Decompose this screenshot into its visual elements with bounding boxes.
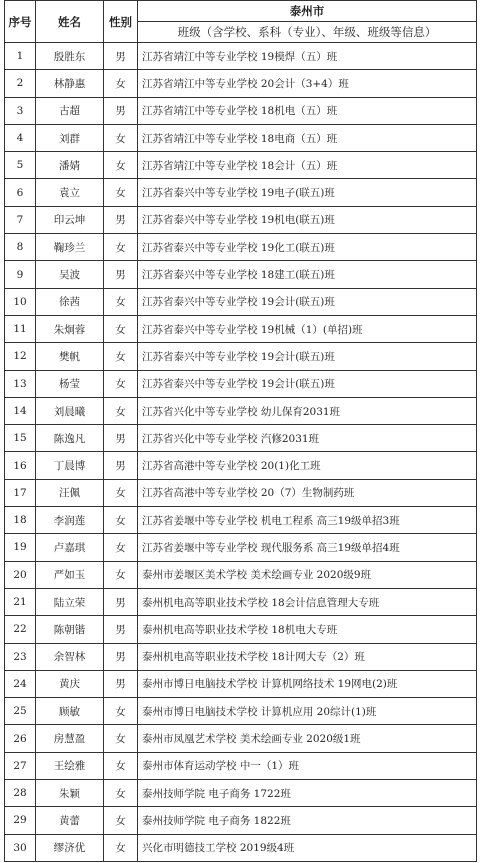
student-gender: 男 [104, 97, 138, 124]
table-row [5, 507, 477, 534]
student-name: 吴波 [36, 261, 104, 288]
student-gender: 女 [104, 752, 138, 779]
class-info: 泰州机电高等职业技术学校 18机电大专班 [138, 616, 477, 643]
student-gender: 女 [104, 561, 138, 588]
row-number: 28 [5, 780, 36, 807]
student-gender: 女 [104, 807, 138, 834]
table-row [5, 234, 477, 261]
header-region: 泰州市 [138, 1, 477, 22]
table-row [5, 752, 477, 779]
student-gender: 女 [104, 152, 138, 179]
table-row [5, 616, 477, 643]
class-info: 泰州机电高等职业技术学校 18计网大专（2）班 [138, 643, 477, 670]
class-info: 江苏省高港中等专业学校 20(1)化工班 [138, 452, 477, 479]
student-gender: 女 [104, 725, 138, 752]
row-number: 10 [5, 288, 36, 315]
header-no: 序号 [5, 1, 36, 43]
row-number: 6 [5, 179, 36, 206]
student-gender: 女 [104, 124, 138, 151]
table-row [5, 834, 477, 861]
class-info: 泰州市体育运动学校 中一（1）班 [138, 752, 477, 779]
table-row [5, 179, 477, 206]
table-row [5, 70, 477, 97]
student-gender: 女 [104, 834, 138, 861]
class-info: 江苏省泰兴中等专业学校 19会计(联五)班 [138, 288, 477, 315]
row-number: 21 [5, 588, 36, 615]
student-gender: 男 [104, 206, 138, 233]
table-row [5, 343, 477, 370]
student-name: 朱炯蓉 [36, 315, 104, 342]
row-number: 25 [5, 698, 36, 725]
student-name: 丁晨博 [36, 452, 104, 479]
class-info: 泰州机电高等职业技术学校 18会计信息管理大专班 [138, 588, 477, 615]
row-number: 26 [5, 725, 36, 752]
class-info: 江苏省兴化中等专业学校 汽修2031班 [138, 425, 477, 452]
table-row [5, 397, 477, 424]
table-row [5, 479, 477, 506]
table-row [5, 452, 477, 479]
class-info: 江苏省高港中等专业学校 20（7）生物制药班 [138, 479, 477, 506]
student-name: 余智林 [36, 643, 104, 670]
student-gender: 男 [104, 616, 138, 643]
table-row [5, 425, 477, 452]
class-info: 江苏省兴化中等专业学校 幼儿保育2031班 [138, 397, 477, 424]
row-number: 9 [5, 261, 36, 288]
student-gender: 女 [104, 70, 138, 97]
row-number: 19 [5, 534, 36, 561]
row-number: 5 [5, 152, 36, 179]
table-row [5, 315, 477, 342]
table-row [5, 97, 477, 124]
header-gender: 性别 [104, 1, 138, 43]
student-gender: 男 [104, 670, 138, 697]
class-info: 泰州市博日电脑技术学校 计算机应用 20综计(1)班 [138, 698, 477, 725]
table-body [5, 43, 477, 862]
student-gender: 女 [104, 397, 138, 424]
row-number: 24 [5, 670, 36, 697]
table-row [5, 807, 477, 834]
table-row [5, 725, 477, 752]
student-name: 鞠珍兰 [36, 234, 104, 261]
student-gender: 女 [104, 343, 138, 370]
table-row [5, 698, 477, 725]
student-name: 缪济优 [36, 834, 104, 861]
table-row [5, 780, 477, 807]
student-name: 殷胜东 [36, 43, 104, 70]
class-info: 泰州技师学院 电子商务 1822班 [138, 807, 477, 834]
student-gender: 女 [104, 315, 138, 342]
student-name: 刘群 [36, 124, 104, 151]
class-info: 江苏省泰兴中等专业学校 18建工(联五)班 [138, 261, 477, 288]
class-info: 江苏省泰兴中等专业学校 19化工(联五)班 [138, 234, 477, 261]
student-name: 刘晨曦 [36, 397, 104, 424]
student-name: 陈朝锴 [36, 616, 104, 643]
row-number: 15 [5, 425, 36, 452]
student-gender: 女 [104, 479, 138, 506]
student-name: 陈逸凡 [36, 425, 104, 452]
table-header [5, 1, 477, 43]
table-row [5, 288, 477, 315]
table-row [5, 124, 477, 151]
table-row [5, 261, 477, 288]
class-info: 江苏省泰兴中等专业学校 19会计(联五)班 [138, 370, 477, 397]
student-gender: 男 [104, 452, 138, 479]
class-info: 江苏省靖江中等专业学校 18会计（五）班 [138, 152, 477, 179]
student-name: 顾敏 [36, 698, 104, 725]
class-info: 江苏省泰兴中等专业学校 19会计(联五)班 [138, 343, 477, 370]
student-name: 樊帆 [36, 343, 104, 370]
table-row [5, 588, 477, 615]
class-info: 江苏省泰兴中等专业学校 19机械（1）(单招)班 [138, 315, 477, 342]
student-gender: 女 [104, 698, 138, 725]
row-number: 3 [5, 97, 36, 124]
row-number: 20 [5, 561, 36, 588]
row-number: 8 [5, 234, 36, 261]
table-row [5, 43, 477, 70]
row-number: 18 [5, 507, 36, 534]
class-info: 江苏省泰兴中等专业学校 19电子(联五)班 [138, 179, 477, 206]
student-name: 卢嘉琪 [36, 534, 104, 561]
row-number: 4 [5, 124, 36, 151]
student-name: 房慧盈 [36, 725, 104, 752]
row-number: 16 [5, 452, 36, 479]
class-info: 江苏省姜堰中等专业学校 机电工程系 高三19级单招3班 [138, 507, 477, 534]
class-info: 江苏省靖江中等专业学校 20会计（3+4）班 [138, 70, 477, 97]
row-number: 12 [5, 343, 36, 370]
student-name: 林静惠 [36, 70, 104, 97]
student-name: 王绘雅 [36, 752, 104, 779]
class-info: 江苏省靖江中等专业学校 18机电（五）班 [138, 97, 477, 124]
class-info: 泰州技师学院 电子商务 1722班 [138, 780, 477, 807]
student-name: 黄蕾 [36, 807, 104, 834]
student-name: 杨莹 [36, 370, 104, 397]
student-gender: 男 [104, 588, 138, 615]
table-row [5, 670, 477, 697]
student-gender: 男 [104, 43, 138, 70]
row-number: 7 [5, 206, 36, 233]
table-row [5, 561, 477, 588]
class-info: 江苏省靖江中等专业学校 19模焊（五）班 [138, 43, 477, 70]
student-name: 印云坤 [36, 206, 104, 233]
student-name: 袁立 [36, 179, 104, 206]
row-number: 17 [5, 479, 36, 506]
student-gender: 女 [104, 370, 138, 397]
row-number: 14 [5, 397, 36, 424]
row-number: 27 [5, 752, 36, 779]
student-gender: 女 [104, 179, 138, 206]
student-gender: 女 [104, 234, 138, 261]
student-gender: 女 [104, 507, 138, 534]
student-list-document [4, 0, 476, 861]
class-info: 江苏省泰兴中等专业学校 19机电(联五)班 [138, 206, 477, 233]
row-number: 29 [5, 807, 36, 834]
student-gender: 男 [104, 425, 138, 452]
table-row [5, 534, 477, 561]
class-info: 泰州市博日电脑技术学校 计算机网络技术 19网电(2)班 [138, 670, 477, 697]
row-number: 22 [5, 616, 36, 643]
student-gender: 男 [104, 643, 138, 670]
student-gender: 男 [104, 261, 138, 288]
row-number: 23 [5, 643, 36, 670]
class-info: 江苏省姜堰中等专业学校 现代服务系 高三19级单招4班 [138, 534, 477, 561]
class-info: 兴化市明德技工学校 2019级4班 [138, 834, 477, 861]
student-name: 徐茜 [36, 288, 104, 315]
class-info: 江苏省靖江中等专业学校 18电商（五）班 [138, 124, 477, 151]
table-row [5, 152, 477, 179]
student-name: 严如玉 [36, 561, 104, 588]
row-number: 13 [5, 370, 36, 397]
student-name: 朱颖 [36, 780, 104, 807]
class-info: 泰州市姜堰区美术学校 美术绘画专业 2020级9班 [138, 561, 477, 588]
row-number: 1 [5, 43, 36, 70]
student-name: 潘婧 [36, 152, 104, 179]
student-gender: 女 [104, 780, 138, 807]
student-name: 汪佩 [36, 479, 104, 506]
table-row [5, 370, 477, 397]
header-name: 姓名 [36, 1, 104, 43]
student-name: 古超 [36, 97, 104, 124]
student-gender: 女 [104, 288, 138, 315]
student-gender: 女 [104, 534, 138, 561]
row-number: 2 [5, 70, 36, 97]
student-name: 陆立荣 [36, 588, 104, 615]
student-name: 黄庆 [36, 670, 104, 697]
table-row [5, 206, 477, 233]
table-row [5, 643, 477, 670]
class-info: 泰州市凤凰艺术学校 美术绘画专业 2020级1班 [138, 725, 477, 752]
student-table [4, 0, 477, 862]
header-class-info: 班级（含学校、系科（专业）、年级、班级等信息） [138, 22, 477, 43]
student-name: 李润莲 [36, 507, 104, 534]
row-number: 11 [5, 315, 36, 342]
row-number: 30 [5, 834, 36, 861]
